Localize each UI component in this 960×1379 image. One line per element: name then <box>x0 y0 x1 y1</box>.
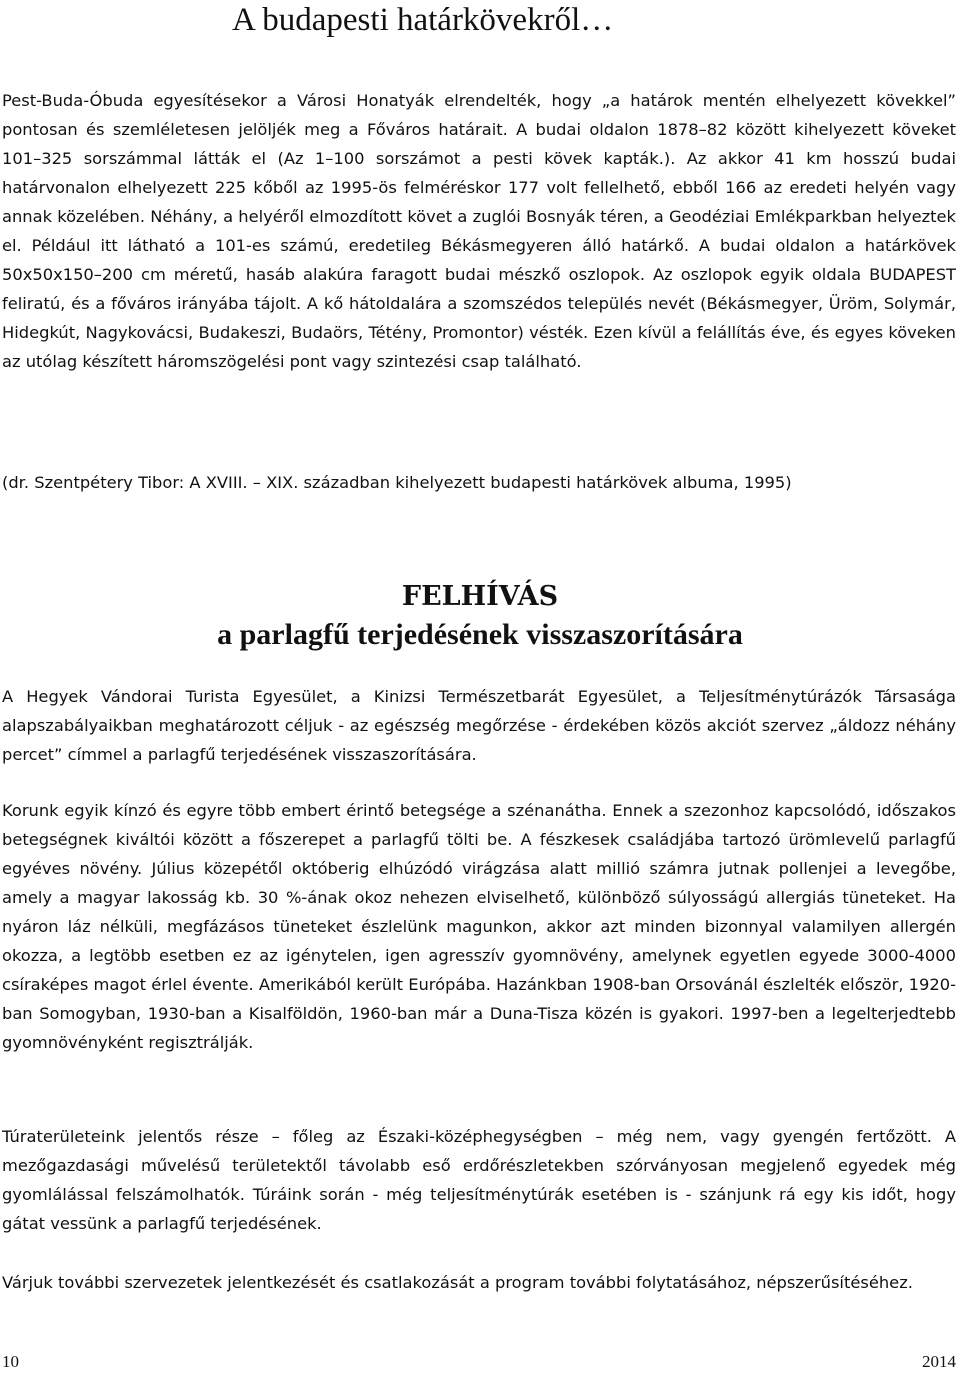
notice-subtitle: a parlagfű terjedésének visszaszorítására <box>217 618 743 651</box>
notice-paragraph-4: Várjuk további szervezetek jelentkezését és csatlakozását a program további folytatásához, népszerűsítéséhez. <box>2 1273 913 1292</box>
notice-paragraph-3: Túraterületeink jelentős része – főleg az Északi-középhegységben – még nem, vagy gyengén fertőzött. A mezőgazdasági művelésű területektől távolabb eső erdőrészletekben szórványosan megjelenő egyedek még gyomlálással felszámolhatók. Túráink során - még teljesítménytúrák esetében is - szánjunk rá egy kis időt, hogy gátat vessünk a parlagfű terjedésének. <box>2 1127 956 1233</box>
notice-title: FELHÍVÁS <box>401 581 559 612</box>
article-paragraph-1: Pest-Buda-Óbuda egyesítésekor a Városi Honatyák elrendelték, hogy „a határok mentén elhelyezett kövekkel” pontosan és szemléletesen jelöljék meg a Főváros határait. A budai oldalon 1878–82 között kihelyezett köveket 101–325 sorszámmal látták el (Az 1–100 sorszámot a pesti kövek kapták.). Az akkor 41 km hosszú budai határvonalon elhelyezett 225 kőből az 1995-ös felméréskor 177 volt fellelhető, ebből 166 az eredeti helyén vagy annak közelében. Néhány, a helyéről elmozdított követ a zuglói Bosnyák téren, a Geodéziai Emlékparkban helyeztek el. Például itt látható a 101-es számú, eredetileg Békásmegyeren álló határkő. A budai oldalon a határkövek 50x50x150–200 cm méretű, hasáb alakúra faragott budai mészkő oszlopok. Az oszlopok egyik oldala BUDAPEST feliratú, és a főváros irányába tájolt. A kő hátoldalára a szomszédos település nevét (Békásmegyer, Üröm, Solymár, Hidegkút, Nagykovácsi, Budakeszi, Budaörs, Tétény, Promontor) vésték. Ezen kívül a felállítás éve, és egyes köveken az utólag készített háromszögelési pont vagy szintezési csap található. <box>2 91 956 371</box>
page-title: A budapesti határkövekről… <box>232 2 614 38</box>
article-citation: (dr. Szentpétery Tibor: A XVIII. – XIX. században kihelyezett budapesti határkövek albuma, 1995) <box>2 473 792 492</box>
page-number: 10 <box>2 1352 19 1371</box>
footer-year: 2014 <box>922 1352 956 1371</box>
notice-paragraph-1: A Hegyek Vándorai Turista Egyesület, a Kinizsi Természetbarát Egyesület, a Teljesítménytúrázók Társasága alapszabályaikban meghatározott céljuk - az egészség megőrzése - érdekében közös akciót szervez „áldozz néhány percet” címmel a parlagfű terjedésének visszaszorítására. <box>2 687 956 764</box>
notice-paragraph-2: Korunk egyik kínzó és egyre több embert érintő betegsége a szénanátha. Ennek a szezonhoz kapcsolódó, időszakos betegségnek kiváltói között a főszerepet a parlagfű tölti be. A fészkesek családjába tartozó ürömlevelű parlagfű egyéves növény. Július közepétől októberig elhúzódó virágzása alatt millió számra jutnak pollenjei a levegőbe, amely a magyar lakosság kb. 30 %-ának okoz nehezen elviselhető, különböző súlyosságú allergiás tüneteket. Ha nyáron láz nélküli, megfázásos tüneteket észlelünk magunkon, akkor azt minden bizonnyal valamilyen allergén okozza, a legtöbb esetben ez az igénytelen, igen agresszív gyomnövény, amelynek egyetlen egyede 3000-4000 csíraképes magot érlel évente. Amerikából került Európába. Hazánkban 1908-ban Orsovánál észlelték először, 1920-ban Somogyban, 1930-ban a Kisalföldön, 1960-ban már a Duna-Tisza közén is gyakori. 1997-ben a legelterjedtebb gyomnövényként regisztrálják. <box>2 801 956 1052</box>
